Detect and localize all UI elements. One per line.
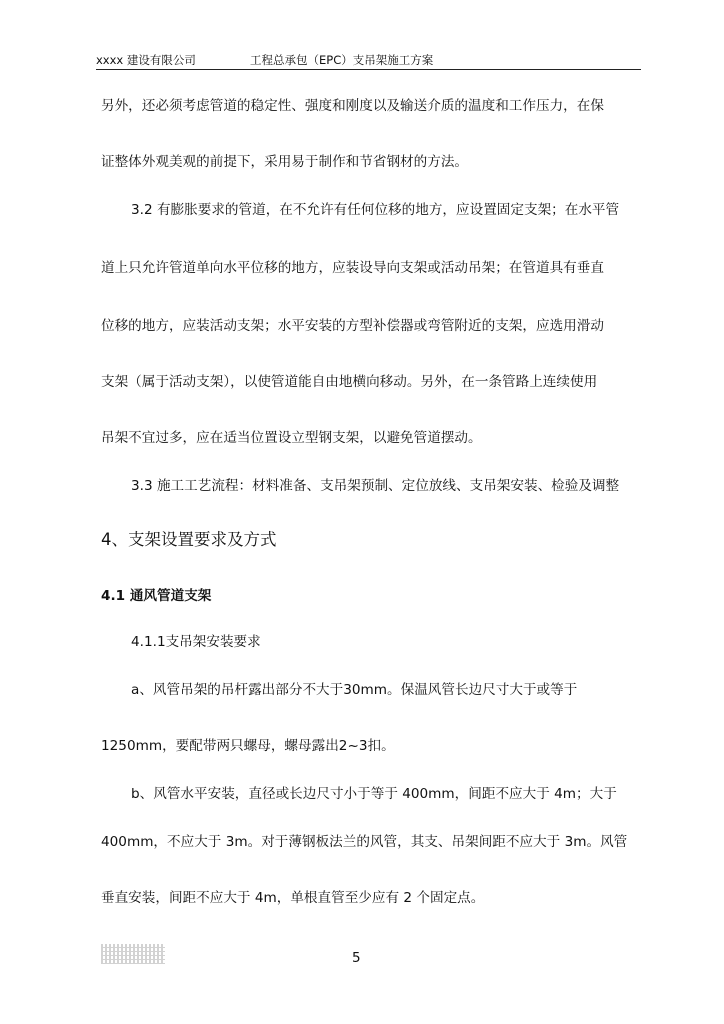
- paragraph-line-a: a、风管吊架的吊杆露出部分不大于30mm。保温风管长边尺寸大于或等于: [131, 682, 578, 698]
- paragraph-line-3-2: 3.2 有膨胀要求的管道，在不允许有任何位移的地方，应设置固定支架；在水平管: [131, 202, 620, 218]
- paragraph-line: 道上只允许管道单向水平位移的地方，应装设导向支架或活动吊架；在管道具有垂直: [101, 260, 604, 276]
- paragraph-line: 另外，还必须考虑管道的稳定性、强度和刚度以及输送介质的温度和工作压力，在保: [101, 98, 604, 114]
- section-heading-4: 4、支架设置要求及方式: [101, 530, 277, 549]
- paragraph-line: 1250mm，要配带两只螺母，螺母露出2~3扣。: [101, 738, 395, 754]
- paragraph-line: 吊架不宜过多，应在适当位置设立型钢支架，以避免管道摆动。: [101, 430, 482, 446]
- paragraph-line-3-3: 3.3 施工工艺流程：材料准备、支吊架预制、定位放线、支吊架安装、检验及调整: [131, 478, 620, 494]
- paragraph-line: 400mm，不应大于 3m。对于薄钢板法兰的风管，其支、吊架间距不应大于 3m。风管: [101, 834, 628, 850]
- paragraph-line-b: b、风管水平安装，直径或长边尺寸小于等于 400mm，间距不应大于 4m；大于: [131, 786, 617, 802]
- subsection-heading-4-1: 4.1 通风管道支架: [101, 588, 212, 604]
- header-company: xxxx 建设有限公司: [96, 53, 196, 67]
- paragraph-line: 位移的地方，应装活动支架；水平安装的方型补偿器或弯管附近的支架，应选用滑动: [101, 318, 604, 334]
- paragraph-line: 支架（属于活动支架），以使管道能自由地横向移动。另外，在一条管路上连续使用: [101, 374, 598, 390]
- page-header: [96, 52, 641, 70]
- page-number: 5: [352, 950, 361, 966]
- header-document-title: 工程总承包（EPC）支吊架施工方案: [250, 53, 434, 67]
- subsubsection-heading-4-1-1: 4.1.1支吊架安装要求: [131, 634, 261, 650]
- footer-watermark-pattern: [101, 944, 165, 964]
- paragraph-line: 垂直安装，间距不应大于 4m，单根直管至少应有 2 个固定点。: [101, 890, 485, 906]
- paragraph-line: 证整体外观美观的前提下，采用易于制作和节省钢材的方法。: [101, 154, 469, 170]
